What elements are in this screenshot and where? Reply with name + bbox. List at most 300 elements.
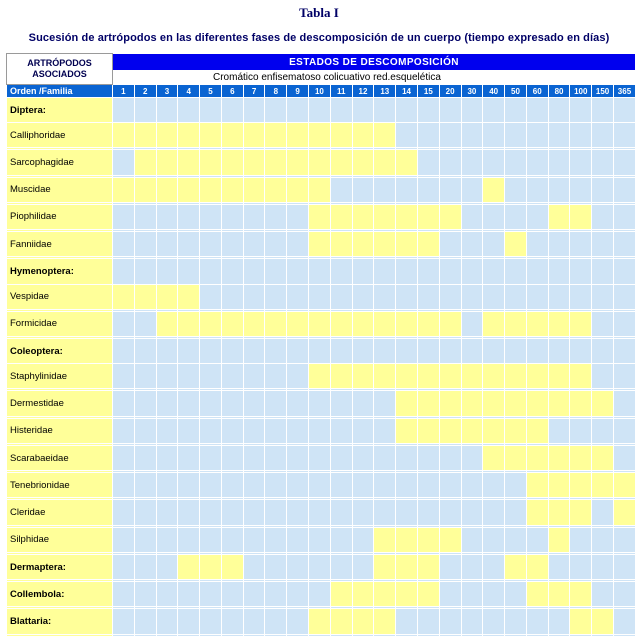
empty-cell bbox=[221, 232, 243, 257]
empty-cell bbox=[243, 391, 265, 416]
presence-cell bbox=[439, 527, 461, 552]
empty-cell bbox=[221, 582, 243, 607]
empty-cell bbox=[505, 339, 527, 364]
empty-cell bbox=[156, 500, 178, 525]
empty-cell bbox=[396, 473, 418, 498]
presence-cell bbox=[548, 204, 570, 229]
empty-cell bbox=[330, 634, 352, 636]
row-label: Cleridae bbox=[7, 500, 113, 525]
empty-cell bbox=[287, 418, 309, 443]
empty-cell bbox=[592, 527, 614, 552]
table-row bbox=[7, 232, 636, 257]
presence-cell bbox=[178, 177, 200, 202]
empty-cell bbox=[592, 634, 614, 636]
empty-cell bbox=[352, 339, 374, 364]
presence-cell bbox=[352, 204, 374, 229]
presence-cell bbox=[461, 418, 483, 443]
empty-cell bbox=[265, 339, 287, 364]
presence-cell bbox=[548, 473, 570, 498]
empty-cell bbox=[439, 609, 461, 634]
empty-cell bbox=[221, 284, 243, 309]
empty-cell bbox=[178, 98, 200, 123]
presence-cell bbox=[417, 554, 439, 579]
empty-cell bbox=[200, 259, 222, 284]
day-header-cell: 14 bbox=[396, 85, 418, 98]
presence-cell bbox=[374, 232, 396, 257]
presence-cell bbox=[178, 284, 200, 309]
presence-cell bbox=[374, 609, 396, 634]
empty-cell bbox=[243, 364, 265, 389]
empty-cell bbox=[309, 554, 331, 579]
header-row-main bbox=[7, 54, 636, 71]
empty-cell bbox=[592, 284, 614, 309]
empty-cell bbox=[113, 554, 135, 579]
empty-cell bbox=[200, 473, 222, 498]
table-row bbox=[7, 98, 636, 123]
empty-cell bbox=[156, 98, 178, 123]
empty-cell bbox=[156, 582, 178, 607]
day-header-cell: 11 bbox=[330, 85, 352, 98]
table-row bbox=[7, 259, 636, 284]
presence-cell bbox=[548, 527, 570, 552]
presence-cell bbox=[505, 554, 527, 579]
empty-cell bbox=[526, 150, 548, 175]
presence-cell bbox=[156, 311, 178, 336]
presence-cell bbox=[374, 582, 396, 607]
presence-cell bbox=[613, 473, 635, 498]
empty-cell bbox=[461, 284, 483, 309]
presence-cell bbox=[113, 123, 135, 148]
empty-cell bbox=[548, 609, 570, 634]
empty-cell bbox=[439, 500, 461, 525]
empty-cell bbox=[352, 98, 374, 123]
table-body bbox=[7, 54, 636, 637]
empty-cell bbox=[134, 311, 156, 336]
empty-cell bbox=[483, 609, 505, 634]
empty-cell bbox=[330, 473, 352, 498]
empty-cell bbox=[439, 284, 461, 309]
empty-cell bbox=[461, 98, 483, 123]
empty-cell bbox=[526, 177, 548, 202]
empty-cell bbox=[483, 150, 505, 175]
empty-cell bbox=[592, 311, 614, 336]
empty-cell bbox=[156, 391, 178, 416]
empty-cell bbox=[221, 391, 243, 416]
empty-cell bbox=[505, 634, 527, 636]
empty-cell bbox=[221, 634, 243, 636]
empty-cell bbox=[396, 445, 418, 470]
presence-cell bbox=[548, 391, 570, 416]
empty-cell bbox=[309, 339, 331, 364]
presence-cell bbox=[417, 364, 439, 389]
presence-cell bbox=[526, 445, 548, 470]
empty-cell bbox=[505, 527, 527, 552]
empty-cell bbox=[352, 473, 374, 498]
empty-cell bbox=[243, 554, 265, 579]
empty-cell bbox=[309, 500, 331, 525]
row-label: Collembola: bbox=[7, 582, 113, 607]
day-header-cell: 15 bbox=[417, 85, 439, 98]
empty-cell bbox=[134, 232, 156, 257]
empty-cell bbox=[309, 284, 331, 309]
empty-cell bbox=[592, 204, 614, 229]
empty-cell bbox=[526, 123, 548, 148]
empty-cell bbox=[439, 473, 461, 498]
row-label: Histeridae bbox=[7, 418, 113, 443]
empty-cell bbox=[113, 311, 135, 336]
empty-cell bbox=[374, 634, 396, 636]
presence-cell bbox=[548, 364, 570, 389]
empty-cell bbox=[505, 500, 527, 525]
empty-cell bbox=[570, 123, 592, 148]
empty-cell bbox=[200, 418, 222, 443]
empty-cell bbox=[330, 445, 352, 470]
empty-cell bbox=[134, 204, 156, 229]
table-row bbox=[7, 123, 636, 148]
empty-cell bbox=[113, 204, 135, 229]
presence-cell bbox=[526, 364, 548, 389]
empty-cell bbox=[134, 418, 156, 443]
empty-cell bbox=[592, 98, 614, 123]
empty-cell bbox=[134, 339, 156, 364]
empty-cell bbox=[352, 259, 374, 284]
presence-cell bbox=[417, 418, 439, 443]
presence-cell bbox=[309, 177, 331, 202]
empty-cell bbox=[505, 582, 527, 607]
presence-cell bbox=[396, 204, 418, 229]
empty-cell bbox=[287, 527, 309, 552]
presence-cell bbox=[417, 204, 439, 229]
empty-cell bbox=[352, 177, 374, 202]
presence-cell bbox=[570, 204, 592, 229]
empty-cell bbox=[134, 473, 156, 498]
table-row bbox=[7, 177, 636, 202]
empty-cell bbox=[613, 177, 635, 202]
decomposition-states-header: ESTADOS DE DESCOMPOSICIÓN bbox=[113, 54, 636, 71]
empty-cell bbox=[439, 123, 461, 148]
empty-cell bbox=[526, 339, 548, 364]
empty-cell bbox=[113, 609, 135, 634]
empty-cell bbox=[461, 609, 483, 634]
presence-cell bbox=[505, 232, 527, 257]
empty-cell bbox=[265, 527, 287, 552]
empty-cell bbox=[113, 634, 135, 636]
empty-cell bbox=[265, 98, 287, 123]
empty-cell bbox=[113, 339, 135, 364]
empty-cell bbox=[592, 554, 614, 579]
presence-cell bbox=[178, 123, 200, 148]
corner-header: ARTRÓPODOS ASOCIADOS bbox=[7, 54, 113, 85]
presence-cell bbox=[374, 554, 396, 579]
empty-cell bbox=[505, 98, 527, 123]
presence-cell bbox=[113, 284, 135, 309]
empty-cell bbox=[221, 98, 243, 123]
empty-cell bbox=[396, 339, 418, 364]
presence-cell bbox=[352, 150, 374, 175]
empty-cell bbox=[374, 445, 396, 470]
day-header-cell: 30 bbox=[461, 85, 483, 98]
row-label: Sarcophagidae bbox=[7, 150, 113, 175]
presence-cell bbox=[221, 150, 243, 175]
empty-cell bbox=[374, 391, 396, 416]
empty-cell bbox=[526, 204, 548, 229]
day-header-cell: 8 bbox=[265, 85, 287, 98]
presence-cell bbox=[352, 311, 374, 336]
row-label: Blattaria: bbox=[7, 609, 113, 634]
presence-cell bbox=[287, 177, 309, 202]
empty-cell bbox=[570, 284, 592, 309]
empty-cell bbox=[352, 634, 374, 636]
empty-cell bbox=[200, 634, 222, 636]
day-header-cell: 60 bbox=[526, 85, 548, 98]
presence-cell bbox=[243, 150, 265, 175]
presence-cell bbox=[396, 364, 418, 389]
table-row bbox=[7, 582, 636, 607]
table-row bbox=[7, 527, 636, 552]
row-label: Silphidae bbox=[7, 527, 113, 552]
empty-cell bbox=[352, 445, 374, 470]
header-row-days bbox=[7, 85, 636, 98]
presence-cell bbox=[374, 150, 396, 175]
empty-cell bbox=[265, 204, 287, 229]
empty-cell bbox=[243, 232, 265, 257]
day-header-cell: 40 bbox=[483, 85, 505, 98]
empty-cell bbox=[243, 527, 265, 552]
empty-cell bbox=[330, 177, 352, 202]
empty-cell bbox=[134, 259, 156, 284]
empty-cell bbox=[417, 259, 439, 284]
presence-cell bbox=[221, 554, 243, 579]
empty-cell bbox=[113, 527, 135, 552]
empty-cell bbox=[374, 284, 396, 309]
empty-cell bbox=[352, 527, 374, 552]
presence-cell bbox=[113, 177, 135, 202]
empty-cell bbox=[417, 123, 439, 148]
table-row bbox=[7, 634, 636, 636]
empty-cell bbox=[439, 98, 461, 123]
empty-cell bbox=[570, 554, 592, 579]
empty-cell bbox=[374, 177, 396, 202]
empty-cell bbox=[417, 500, 439, 525]
empty-cell bbox=[243, 582, 265, 607]
day-header-cell: 3 bbox=[156, 85, 178, 98]
empty-cell bbox=[265, 445, 287, 470]
empty-cell bbox=[178, 527, 200, 552]
presence-cell bbox=[417, 582, 439, 607]
empty-cell bbox=[287, 98, 309, 123]
empty-cell bbox=[592, 418, 614, 443]
presence-cell bbox=[417, 232, 439, 257]
day-header-cell: 1 bbox=[113, 85, 135, 98]
presence-cell bbox=[396, 232, 418, 257]
empty-cell bbox=[374, 98, 396, 123]
empty-cell bbox=[526, 98, 548, 123]
empty-cell bbox=[396, 259, 418, 284]
empty-cell bbox=[243, 204, 265, 229]
empty-cell bbox=[461, 204, 483, 229]
empty-cell bbox=[221, 259, 243, 284]
day-header-cell: 5 bbox=[200, 85, 222, 98]
empty-cell bbox=[592, 500, 614, 525]
empty-cell bbox=[221, 609, 243, 634]
empty-cell bbox=[113, 98, 135, 123]
presence-cell bbox=[200, 177, 222, 202]
empty-cell bbox=[505, 123, 527, 148]
presence-cell bbox=[156, 123, 178, 148]
day-header-cell: 4 bbox=[178, 85, 200, 98]
empty-cell bbox=[483, 473, 505, 498]
presence-cell bbox=[526, 473, 548, 498]
presence-cell bbox=[156, 284, 178, 309]
empty-cell bbox=[461, 445, 483, 470]
empty-cell bbox=[374, 473, 396, 498]
presence-cell bbox=[309, 204, 331, 229]
empty-cell bbox=[287, 609, 309, 634]
empty-cell bbox=[287, 500, 309, 525]
empty-cell bbox=[309, 391, 331, 416]
empty-cell bbox=[505, 609, 527, 634]
presence-cell bbox=[396, 311, 418, 336]
empty-cell bbox=[178, 473, 200, 498]
presence-cell bbox=[570, 445, 592, 470]
empty-cell bbox=[156, 364, 178, 389]
presence-cell bbox=[200, 150, 222, 175]
empty-cell bbox=[505, 473, 527, 498]
row-label: Dermaptera: bbox=[7, 554, 113, 579]
presence-cell bbox=[243, 311, 265, 336]
empty-cell bbox=[243, 418, 265, 443]
empty-cell bbox=[156, 609, 178, 634]
presence-cell bbox=[200, 554, 222, 579]
empty-cell bbox=[134, 527, 156, 552]
empty-cell bbox=[417, 445, 439, 470]
day-header-cell: 100 bbox=[570, 85, 592, 98]
empty-cell bbox=[265, 609, 287, 634]
row-label: Dermestidae bbox=[7, 391, 113, 416]
empty-cell bbox=[178, 364, 200, 389]
presence-cell bbox=[526, 500, 548, 525]
table-row bbox=[7, 445, 636, 470]
empty-cell bbox=[221, 473, 243, 498]
empty-cell bbox=[352, 500, 374, 525]
presence-cell bbox=[592, 391, 614, 416]
empty-cell bbox=[483, 634, 505, 636]
empty-cell bbox=[461, 500, 483, 525]
empty-cell bbox=[570, 634, 592, 636]
presence-cell bbox=[330, 150, 352, 175]
empty-cell bbox=[243, 500, 265, 525]
presence-cell bbox=[287, 123, 309, 148]
presence-cell bbox=[526, 391, 548, 416]
empty-cell bbox=[156, 232, 178, 257]
presence-cell bbox=[352, 123, 374, 148]
empty-cell bbox=[243, 259, 265, 284]
row-label: Piophilidae bbox=[7, 204, 113, 229]
empty-cell bbox=[243, 445, 265, 470]
empty-cell bbox=[265, 391, 287, 416]
empty-cell bbox=[265, 500, 287, 525]
presence-cell bbox=[156, 150, 178, 175]
empty-cell bbox=[613, 445, 635, 470]
empty-cell bbox=[505, 150, 527, 175]
empty-cell bbox=[309, 418, 331, 443]
presence-cell bbox=[483, 311, 505, 336]
empty-cell bbox=[134, 445, 156, 470]
day-header-cell: 2 bbox=[134, 85, 156, 98]
empty-cell bbox=[178, 232, 200, 257]
presence-cell bbox=[570, 582, 592, 607]
presence-cell bbox=[505, 445, 527, 470]
empty-cell bbox=[417, 609, 439, 634]
orden-familia-header: Orden /Familia bbox=[7, 85, 113, 98]
empty-cell bbox=[309, 634, 331, 636]
empty-cell bbox=[200, 445, 222, 470]
empty-cell bbox=[134, 582, 156, 607]
empty-cell bbox=[265, 232, 287, 257]
empty-cell bbox=[265, 259, 287, 284]
row-label-empty bbox=[7, 634, 113, 636]
presence-cell bbox=[309, 123, 331, 148]
empty-cell bbox=[461, 554, 483, 579]
empty-cell bbox=[417, 473, 439, 498]
empty-cell bbox=[548, 98, 570, 123]
empty-cell bbox=[178, 634, 200, 636]
empty-cell bbox=[113, 418, 135, 443]
day-header-cell: 365 bbox=[613, 85, 635, 98]
empty-cell bbox=[309, 259, 331, 284]
presence-cell bbox=[396, 391, 418, 416]
empty-cell bbox=[178, 259, 200, 284]
presence-cell bbox=[352, 232, 374, 257]
empty-cell bbox=[439, 554, 461, 579]
table-row bbox=[7, 364, 636, 389]
presence-cell bbox=[243, 123, 265, 148]
succession-table bbox=[6, 53, 636, 637]
empty-cell bbox=[505, 284, 527, 309]
empty-cell bbox=[113, 500, 135, 525]
empty-cell bbox=[287, 582, 309, 607]
empty-cell bbox=[330, 284, 352, 309]
empty-cell bbox=[178, 582, 200, 607]
presence-cell bbox=[526, 418, 548, 443]
presence-cell bbox=[461, 391, 483, 416]
empty-cell bbox=[113, 150, 135, 175]
empty-cell bbox=[417, 339, 439, 364]
presence-cell bbox=[483, 177, 505, 202]
presence-cell bbox=[309, 364, 331, 389]
empty-cell bbox=[461, 177, 483, 202]
empty-cell bbox=[309, 582, 331, 607]
empty-cell bbox=[200, 364, 222, 389]
empty-cell bbox=[613, 123, 635, 148]
table-row bbox=[7, 500, 636, 525]
empty-cell bbox=[592, 259, 614, 284]
presence-cell bbox=[439, 418, 461, 443]
empty-cell bbox=[417, 284, 439, 309]
empty-cell bbox=[265, 473, 287, 498]
presence-cell bbox=[439, 364, 461, 389]
empty-cell bbox=[570, 150, 592, 175]
presence-cell bbox=[374, 204, 396, 229]
empty-cell bbox=[461, 339, 483, 364]
empty-cell bbox=[352, 418, 374, 443]
empty-cell bbox=[417, 98, 439, 123]
empty-cell bbox=[221, 445, 243, 470]
empty-cell bbox=[570, 527, 592, 552]
empty-cell bbox=[483, 204, 505, 229]
empty-cell bbox=[200, 204, 222, 229]
empty-cell bbox=[570, 177, 592, 202]
